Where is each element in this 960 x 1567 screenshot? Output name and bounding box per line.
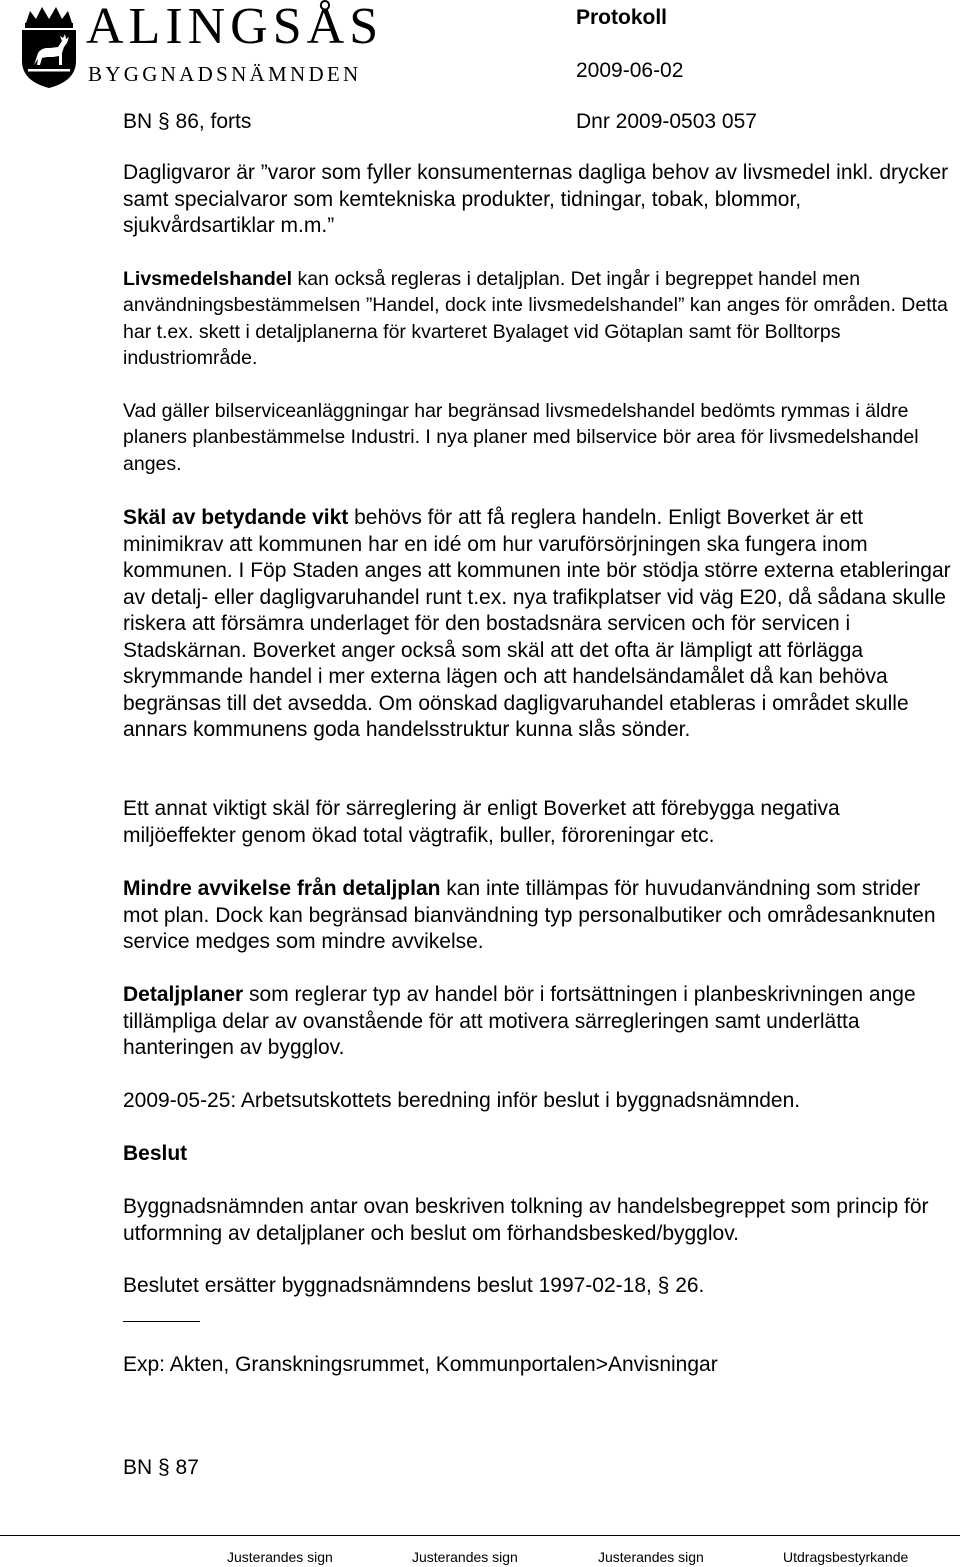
logo-wordmark: ALINGSÅS	[86, 0, 384, 55]
signature-field-2: Justerandes sign	[412, 1549, 518, 1565]
deer-coat-of-arms-icon	[16, 3, 82, 89]
extract-certification: Utdragsbestyrkande	[783, 1549, 909, 1565]
paragraph-mindre-avvikelse	[123, 876, 953, 956]
next-section-reference: BN § 87	[123, 1456, 199, 1479]
paragraph-text: som reglerar typ av handel bör i fortsättningen i planbeskrivningen ange tillämpliga delar av ovanstående för att motivera särregleringen samt underlätta hanteringen av bygglov.	[123, 983, 916, 1059]
inline-heading: Skäl av betydande vikt	[123, 506, 349, 529]
section-reference: BN § 86, forts	[123, 110, 252, 133]
paragraph-ersatter: Beslutet ersätter byggnadsnämndens beslut 1997-02-18, § 26.	[123, 1274, 705, 1297]
paragraph-bilservice: Vad gäller bilserviceanläggningar har begränsad livsmedelshandel bedömts rymmas i äldre planers planbestämmelse Industri. I nya planer med bilservice bör area för livsmedelshandel anges.	[123, 400, 919, 475]
document-type: Protokoll	[576, 6, 668, 29]
paragraph-text: behövs för att få reglera handeln. Enligt Boverket är ett minimikrav att kommunen har en idé om hur varuförsörjningen ska fungera inom kommunen. I Föp Staden anges att kommunen inte bör stödja större externa etableringar av detalj- eller dagligvaruhandel runt t.ex. nya trafikplatser vid väg E20, då sådana skulle riskera att försämra underlaget för den bostadsnära servicen och för servicen i Stadskärnan. Boverket anger också som skäl att det ofta är lämpligt att förlägga skrymmande handel i mer externa lägen och att handelsändamålet då kan behöva begränsas till det avsedda. Om oönskad dagligvaruhandel etableras i området skulle annars kommunens goda handelsstruktur kunna slås sönder.	[123, 506, 951, 741]
signature-field-1: Justerandes sign	[227, 1549, 333, 1565]
paragraph-text: kan inte tillämpas för huvudanvändning som strider mot plan. Dock kan begränsad bianvändning typ personalbutiker och områdesanknuten service medges som mindre avvikelse.	[123, 877, 936, 953]
paragraph-text: kan också regleras i detaljplan. Det ingår i begreppet handel men användningsbestämmelsen ”Handel, dock inte livsmedelshandel” kan anges för områden. Detta har t.ex. skett i detaljplanerna för kvarteret Byalaget vid Götaplan samt för Bolltorps industriområde.	[123, 268, 948, 369]
footer-divider	[0, 1535, 960, 1536]
municipality-logo	[16, 0, 386, 89]
signature-field-3: Justerandes sign	[598, 1549, 704, 1565]
inline-heading: Mindre avvikelse från detaljplan	[123, 877, 441, 900]
decision-heading: Beslut	[123, 1142, 188, 1165]
paragraph-beslut: Byggnadsnämnden antar ovan beskriven tolkning av handelsbegreppet som princip för utformning av detaljplaner och beslut om förhandsbesked/bygglov.	[123, 1195, 929, 1245]
inline-heading: Detaljplaner	[123, 983, 244, 1006]
paragraph-miljoeffekter: Ett annat viktigt skäl för särreglering är enligt Boverket att förebygga negativa miljöeffekter genom ökad total vägtrafik, buller, föroreningar etc.	[123, 797, 840, 847]
case-number: Dnr 2009-0503 057	[576, 110, 757, 133]
separator-rule	[123, 1321, 200, 1322]
logo-subtitle: BYGGNADSNÄMNDEN	[88, 62, 362, 86]
paragraph-beredning: 2009-05-25: Arbetsutskottets beredning inför beslut i byggnadsnämnden.	[123, 1089, 801, 1112]
inline-heading: Livsmedelshandel	[123, 268, 293, 290]
paragraph-expediering: Exp: Akten, Granskningsrummet, Kommunportalen>Anvisningar	[123, 1353, 718, 1376]
paragraph-skal	[123, 505, 953, 744]
paragraph-detaljplaner	[123, 982, 953, 1062]
paragraph-livsmedelshandel	[123, 266, 953, 371]
meeting-date: 2009-06-02	[576, 59, 684, 82]
paragraph-dagligvaror: Dagligvaror är ”varor som fyller konsumenternas dagliga behov av livsmedel inkl. drycker samt specialvaror som kemtekniska produkter, tidningar, tobak, blommor, sjukvårdsartiklar m.m.”	[123, 161, 949, 237]
